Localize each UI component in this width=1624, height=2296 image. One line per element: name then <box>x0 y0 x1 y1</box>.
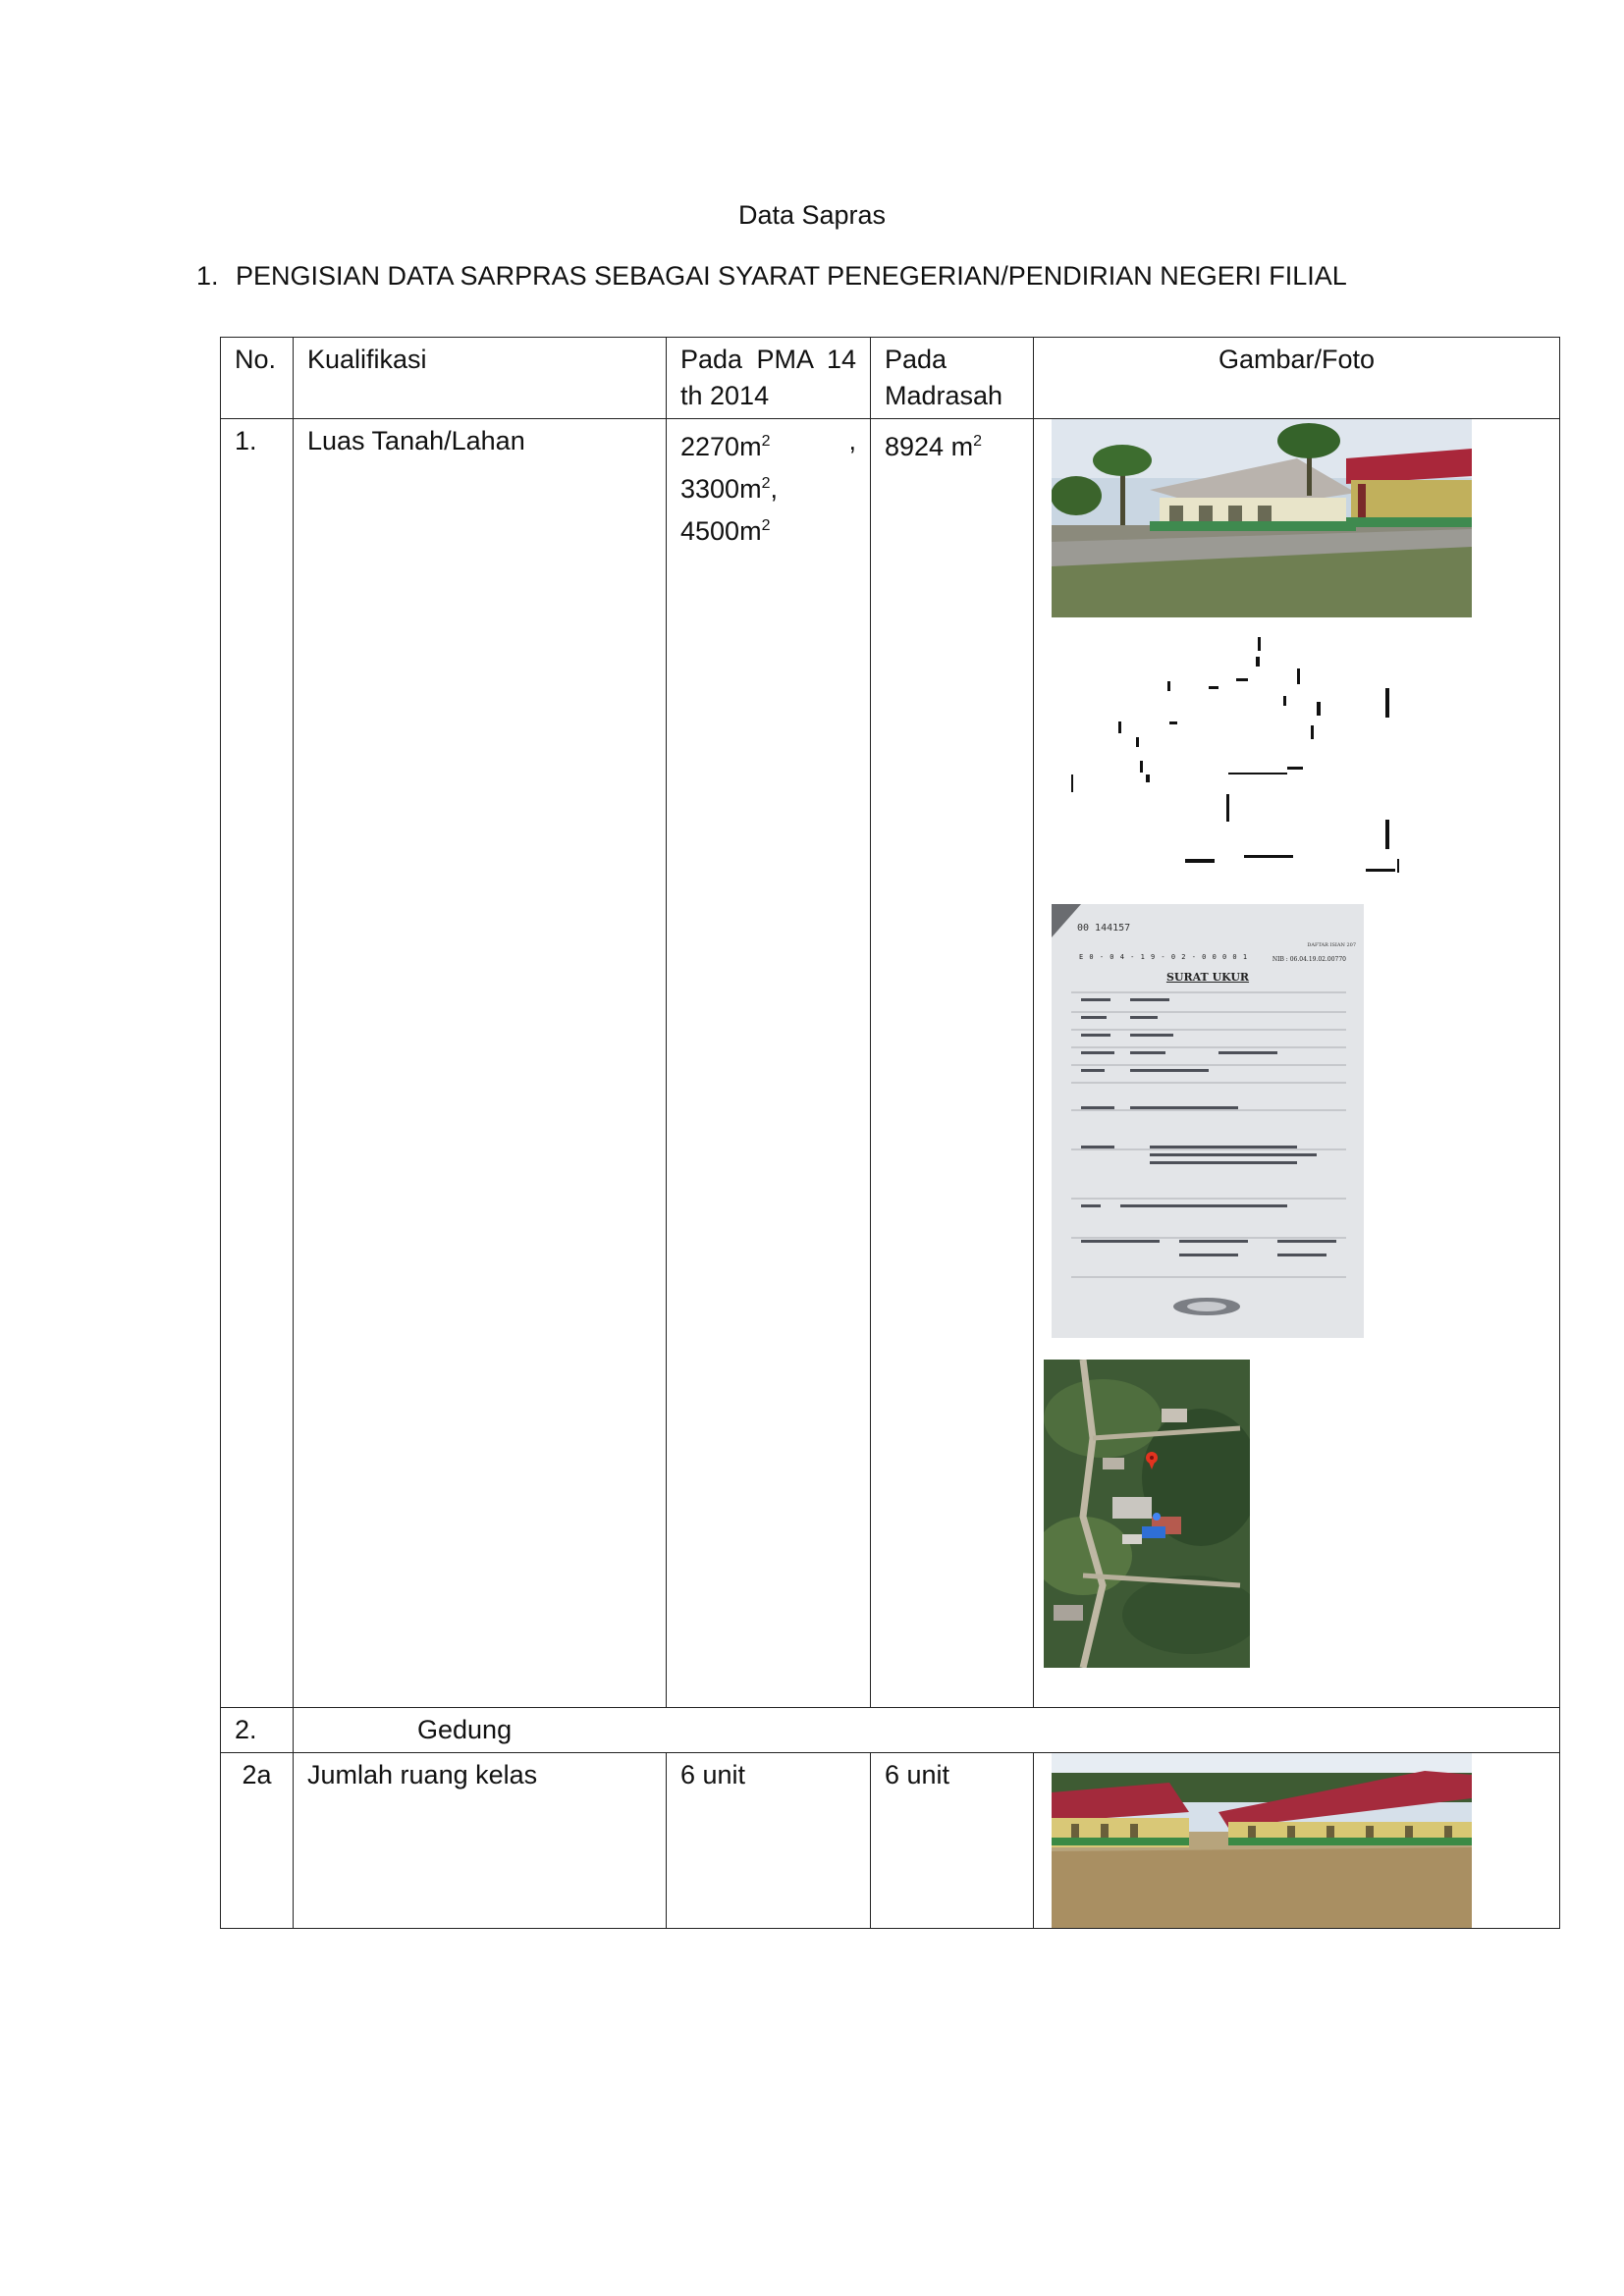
satellite-map <box>1044 1360 1250 1668</box>
row2a-no: 2a <box>221 1753 294 1929</box>
header-pma <box>667 338 871 419</box>
table-row-2a <box>221 1753 1560 1929</box>
header-no: No. <box>221 338 294 419</box>
pma-value-3: 4500m <box>680 516 762 546</box>
row2a-pma: 6 unit <box>667 1753 871 1929</box>
doc-number: 00 144157 <box>1077 923 1131 934</box>
row2a-madrasah: 6 unit <box>871 1753 1034 1929</box>
table-row-1 <box>221 419 1560 1708</box>
section-heading-text: PENGISIAN DATA SARPRAS SEBAGAI SYARAT PENEGERIAN/PENDIRIAN NEGERI FILIAL <box>236 261 1347 291</box>
madrasah-value: 8924 m <box>885 432 974 461</box>
photo-stack <box>1034 419 1559 1707</box>
row1-madrasah <box>871 419 1034 1708</box>
header-row <box>221 338 1560 419</box>
header-kualifikasi: Kualifikasi <box>294 338 667 419</box>
doc-title: SURAT UKUR <box>1165 971 1250 984</box>
doc-nib-label: NIB : <box>1272 956 1288 963</box>
doc-corner-label: DAFTAR ISIAN 207 <box>1307 942 1356 948</box>
row1-pma-line3 <box>680 507 856 550</box>
surat-ukur-document <box>1052 904 1364 1338</box>
madrasah-sup: 2 <box>973 433 982 450</box>
row1-pma <box>667 419 871 1708</box>
row1-no: 1. <box>221 419 294 1708</box>
pma-sup-3: 2 <box>761 517 771 534</box>
header-madrasah-line2: Madrasah <box>885 381 1003 410</box>
document-title: Data Sapras <box>737 200 887 230</box>
table-row-2 <box>221 1708 1560 1753</box>
pma-sep: , <box>848 426 856 455</box>
row2-no: 2. <box>221 1708 294 1753</box>
row2a-kualifikasi: Jumlah ruang kelas <box>294 1753 667 1929</box>
pma-sup-2: 2 <box>761 475 771 492</box>
sapras-table <box>220 337 1560 1929</box>
row1-pma-line2 <box>680 465 856 507</box>
header-pma-line1: Pada PMA 14 <box>680 345 856 374</box>
school-building-photo <box>1052 419 1472 617</box>
doc-registry: E 0 - 0 4 - 1 9 - 0 2 - 0 0 0 0 1 <box>1079 953 1249 961</box>
pma-value-2: 3300m <box>680 474 762 504</box>
row2a-photos <box>1034 1753 1560 1929</box>
row2-kualifikasi <box>294 1708 1560 1753</box>
row2-kualifikasi-text: Gedung <box>417 1715 513 1744</box>
section-number: 1. <box>196 261 219 291</box>
classroom-building-photo <box>1052 1753 1472 1928</box>
header-foto: Gambar/Foto <box>1034 338 1560 419</box>
header-pma-line2: th 2014 <box>680 381 770 410</box>
pma-sep-2: , <box>770 474 778 504</box>
photo-stack-2a <box>1034 1753 1559 1928</box>
pma-value-1: 2270m <box>680 432 762 461</box>
pma-sup-1: 2 <box>761 433 771 450</box>
land-sketch-map <box>1052 627 1425 892</box>
header-madrasah <box>871 338 1034 419</box>
header-madrasah-line1: Pada <box>885 345 947 374</box>
section-heading <box>196 261 1347 292</box>
row1-pma-line1 <box>680 423 856 465</box>
row1-kualifikasi: Luas Tanah/Lahan <box>294 419 667 1708</box>
row1-photos <box>1034 419 1560 1708</box>
doc-nib-value: 06.04.19.02.00770 <box>1289 956 1346 963</box>
